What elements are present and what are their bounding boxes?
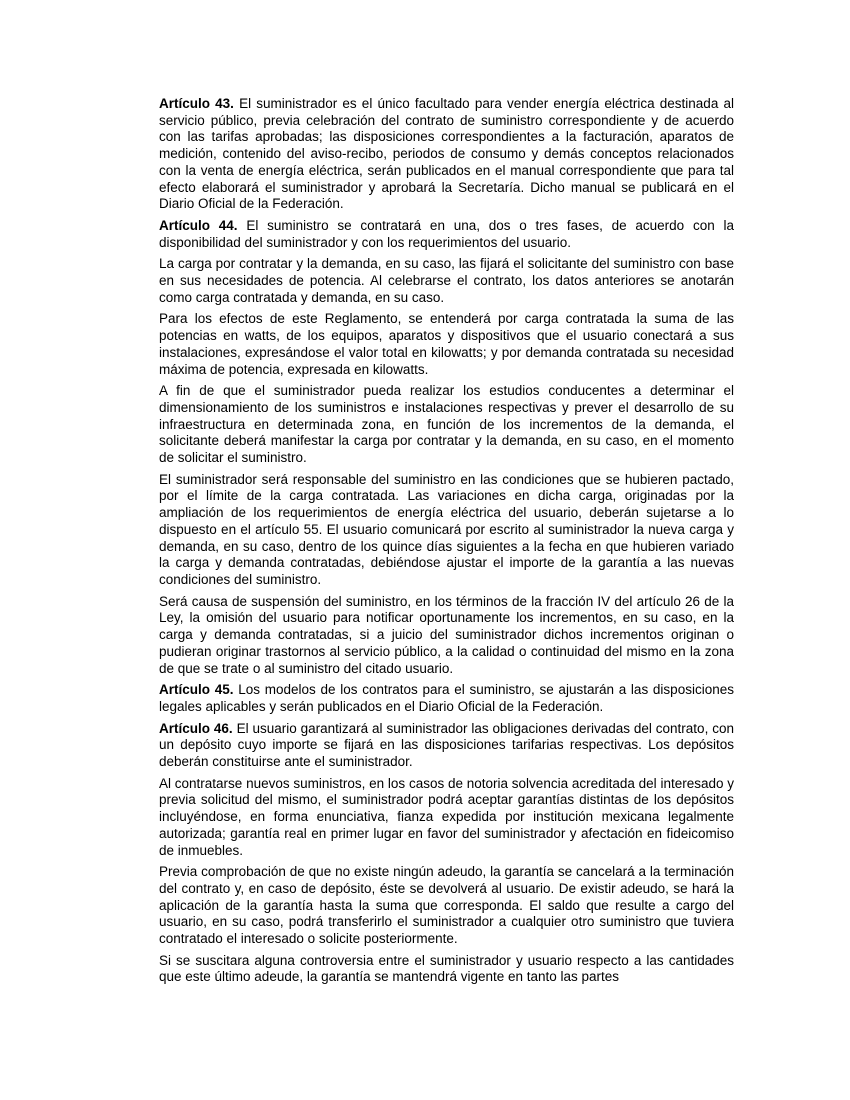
paragraph (159, 682, 734, 715)
paragraph-text: Al contratarse nuevos suministros, en los casos de notoria solvencia acreditada del interesado y previa solicitud del mismo, el suministrador podrá aceptar garantías distintas de los depósitos incluyéndose, en forma enunciativa, fianza expedida por institución mexicana legalmente autorizada; garantía real en primer lugar en favor del suministrador y afectación en fideicomiso de inmuebles. (159, 775, 734, 858)
paragraph (159, 594, 734, 678)
article-lead: Artículo 43. (159, 96, 234, 111)
paragraph (159, 96, 734, 213)
paragraph (159, 776, 734, 860)
text-block (159, 96, 734, 991)
article-lead: Artículo 45. (159, 682, 234, 698)
paragraph-text: Será causa de suspensión del suministro, en los términos de la fracción IV del artículo 26 de la Ley, la omisión del usuario para notificar oportunamente los incrementos, en su caso, en la carga y demanda contratadas, si a juicio del suministrador dichos incrementos originan o pudieran originar trastornos al servicio público, a la calidad o continuidad del mismo en la zona de que se trate o al suministro del citado usuario. (159, 593, 734, 676)
paragraph-text: La carga por contratar y la demanda, en su caso, las fijará el solicitante del suministro con base en sus necesidades de potencia. Al celebrarse el contrato, los datos anteriores se anotarán como carga contratada y demanda, en su caso. (159, 256, 734, 305)
paragraph (159, 864, 734, 948)
paragraph-text: El suministro se contratará en una, dos o tres fases, de acuerdo con la disponibilidad del suministrador y con los requerimientos del usuario. (159, 217, 734, 250)
paragraph-text: Si se suscitara alguna controversia entre el suministrador y usuario respecto a las cantidades que este último adeude, la garantía se mantendrá vigente en tanto las partes (159, 952, 734, 985)
article-lead: Artículo 46. (159, 720, 233, 736)
article-lead: Artículo 44. (159, 217, 238, 233)
paragraph (159, 383, 734, 467)
paragraph (159, 218, 734, 251)
paragraph-text: Previa comprobación de que no existe ningún adeudo, la garantía se cancelará a la terminación del contrato y, en caso de depósito, éste se devolverá al usuario. De existir adeudo, se hará la aplicación de la garantía hasta la suma que corresponda. El saldo que resulte a cargo del usuario, en su caso, podrá transferirlo el suministrador a cualquier otro suministro que tuviera contratado el interesado o solicite posteriormente. (159, 864, 734, 947)
paragraph (159, 311, 734, 378)
paragraph-text: El suministrador es el único facultado para vender energía eléctrica destinada al servicio público, previa celebración del contrato de suministro correspondiente y de acuerdo con las tarifas aprobadas; las disposiciones correspondientes a la facturación, aparatos de medición, contenido del aviso-recibo, periodos de consumo y demás conceptos relacionados con la venta de energía eléctrica, serán publicados en el manual correspondiente que para tal efecto elaborará el suministrador y aprobará la Secretaría. Dicho manual se publicará en el Diario Oficial de la Federación. (159, 96, 734, 212)
paragraph (159, 721, 734, 771)
paragraph (159, 953, 734, 986)
paragraph-text: El usuario garantizará al suministrador las obligaciones derivadas del contrato, con un depósito cuyo importe se fijará en las disposiciones tarifarias respectivas. Los depósitos deberán constituirse ante el suministrador. (159, 720, 734, 770)
paragraph-text: A fin de que el suministrador pueda realizar los estudios conducentes a determinar el dimensionamiento de los suministros e instalaciones respectivas y prever el desarrollo de su infraestructura en determinada zona, en función de los incrementos de la demanda, el solicitante deberá manifestar la carga por contratar y la demanda, en su caso, en el momento de solicitar el suministro. (159, 383, 734, 466)
paragraph (159, 472, 734, 589)
paragraph-text: Los modelos de los contratos para el suministro, se ajustarán a las disposiciones legales aplicables y serán publicados en el Diario Oficial de la Federación. (159, 682, 734, 714)
paragraph (159, 256, 734, 306)
paragraph-text: Para los efectos de este Reglamento, se entenderá por carga contratada la suma de las potencias en watts, de los equipos, aparatos y dispositivos que el usuario conectará a sus instalaciones, expresándose el valor total en kilowatts; y por demanda contratada su necesidad máxima de potencia, expresada en kilowatts. (159, 311, 734, 377)
paragraph-text: El suministrador será responsable del suministro en las condiciones que se hubieren pactado, por el límite de la carga contratada. Las variaciones en dicha carga, originadas por la ampliación de los requerimientos de energía eléctrica del usuario, deberán sujetarse a lo dispuesto en el artículo 55. El usuario comunicará por escrito al suministrador la nueva carga y demanda, en su caso, dentro de los quince días siguientes a la fecha en que hubieren variado la carga y demanda contratadas, debiéndose ajustar el importe de la garantía a las nuevas condiciones del suministro. (159, 471, 734, 587)
